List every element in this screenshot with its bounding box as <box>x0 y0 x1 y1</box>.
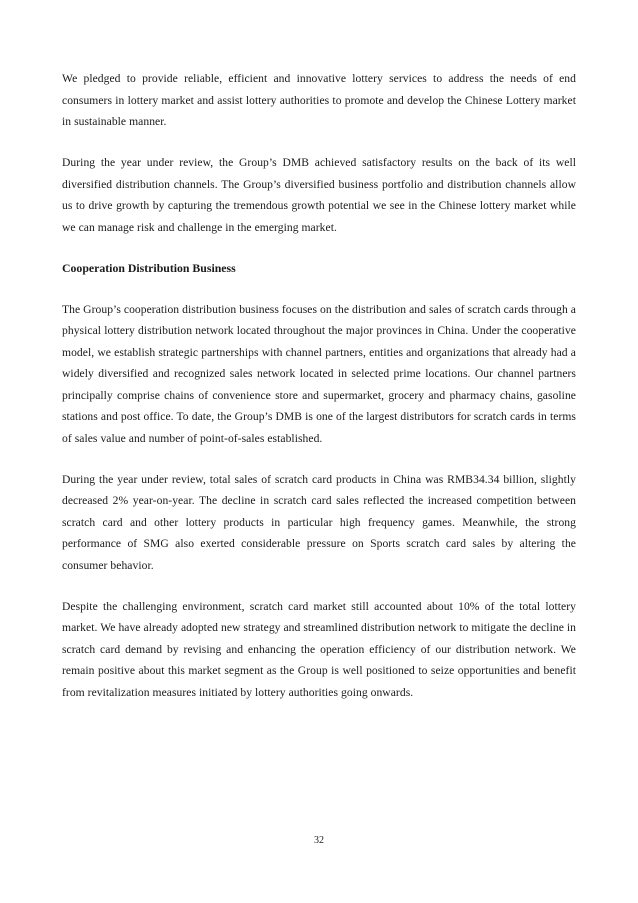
intro-paragraph-2: During the year under review, the Group’s DMB achieved satisfactory results on the back of its well diversified distribution channels. The Group’s diversified business portfolio and distribution channels allow us to drive growth by capturing the tremendous growth potential we see in the Chinese lottery market while we can manage risk and challenge in the emerging market. <box>62 156 576 234</box>
document-body <box>62 68 576 723</box>
section-paragraph-2: During the year under review, total sales of scratch card products in China was RMB34.34 billion, slightly decreased 2% year-on-year. The decline in scratch card sales reflected the increased competition between scratch card and other lottery products in particular high frequency games. Meanwhile, the strong performance of SMG also exerted considerable pressure on Sports scratch card sales by altering the consumer behavior. <box>62 472 576 572</box>
page-number: 32 <box>314 835 324 846</box>
section-paragraph-3: Despite the challenging environment, scratch card market still accounted about 10% of the total lottery market. We have already adopted new strategy and streamlined distribution network to mitigate the decline in scratch card demand by revising and enhancing the operation efficiency of our distribution network. We remain positive about this market segment as the Group is well positioned to seize opportunities and benefit from revitalization measures initiated by lottery authorities going onwards. <box>62 599 576 699</box>
intro-paragraph-1: We pledged to provide reliable, efficient and innovative lottery services to address the needs of end consumers in lottery market and assist lottery authorities to promote and develop the Chinese Lottery market in sustainable manner. <box>62 72 576 128</box>
section-heading: Cooperation Distribution Business <box>62 260 236 275</box>
section-paragraph-1: The Group’s cooperation distribution business focuses on the distribution and sales of scratch cards through a physical lottery distribution network located throughout the major provinces in China. Under the cooperative model, we establish strategic partnerships with channel partners, entities and organizations that already had a widely diversified and recognized sales network located in selected prime locations. Our channel partners principally comprise chains of convenience store and supermarket, grocery and pharmacy chains, gasoline stations and post office. To date, the Group’s DMB is one of the largest distributors for scratch cards in terms of sales value and number of point-of-sales established. <box>62 302 576 445</box>
